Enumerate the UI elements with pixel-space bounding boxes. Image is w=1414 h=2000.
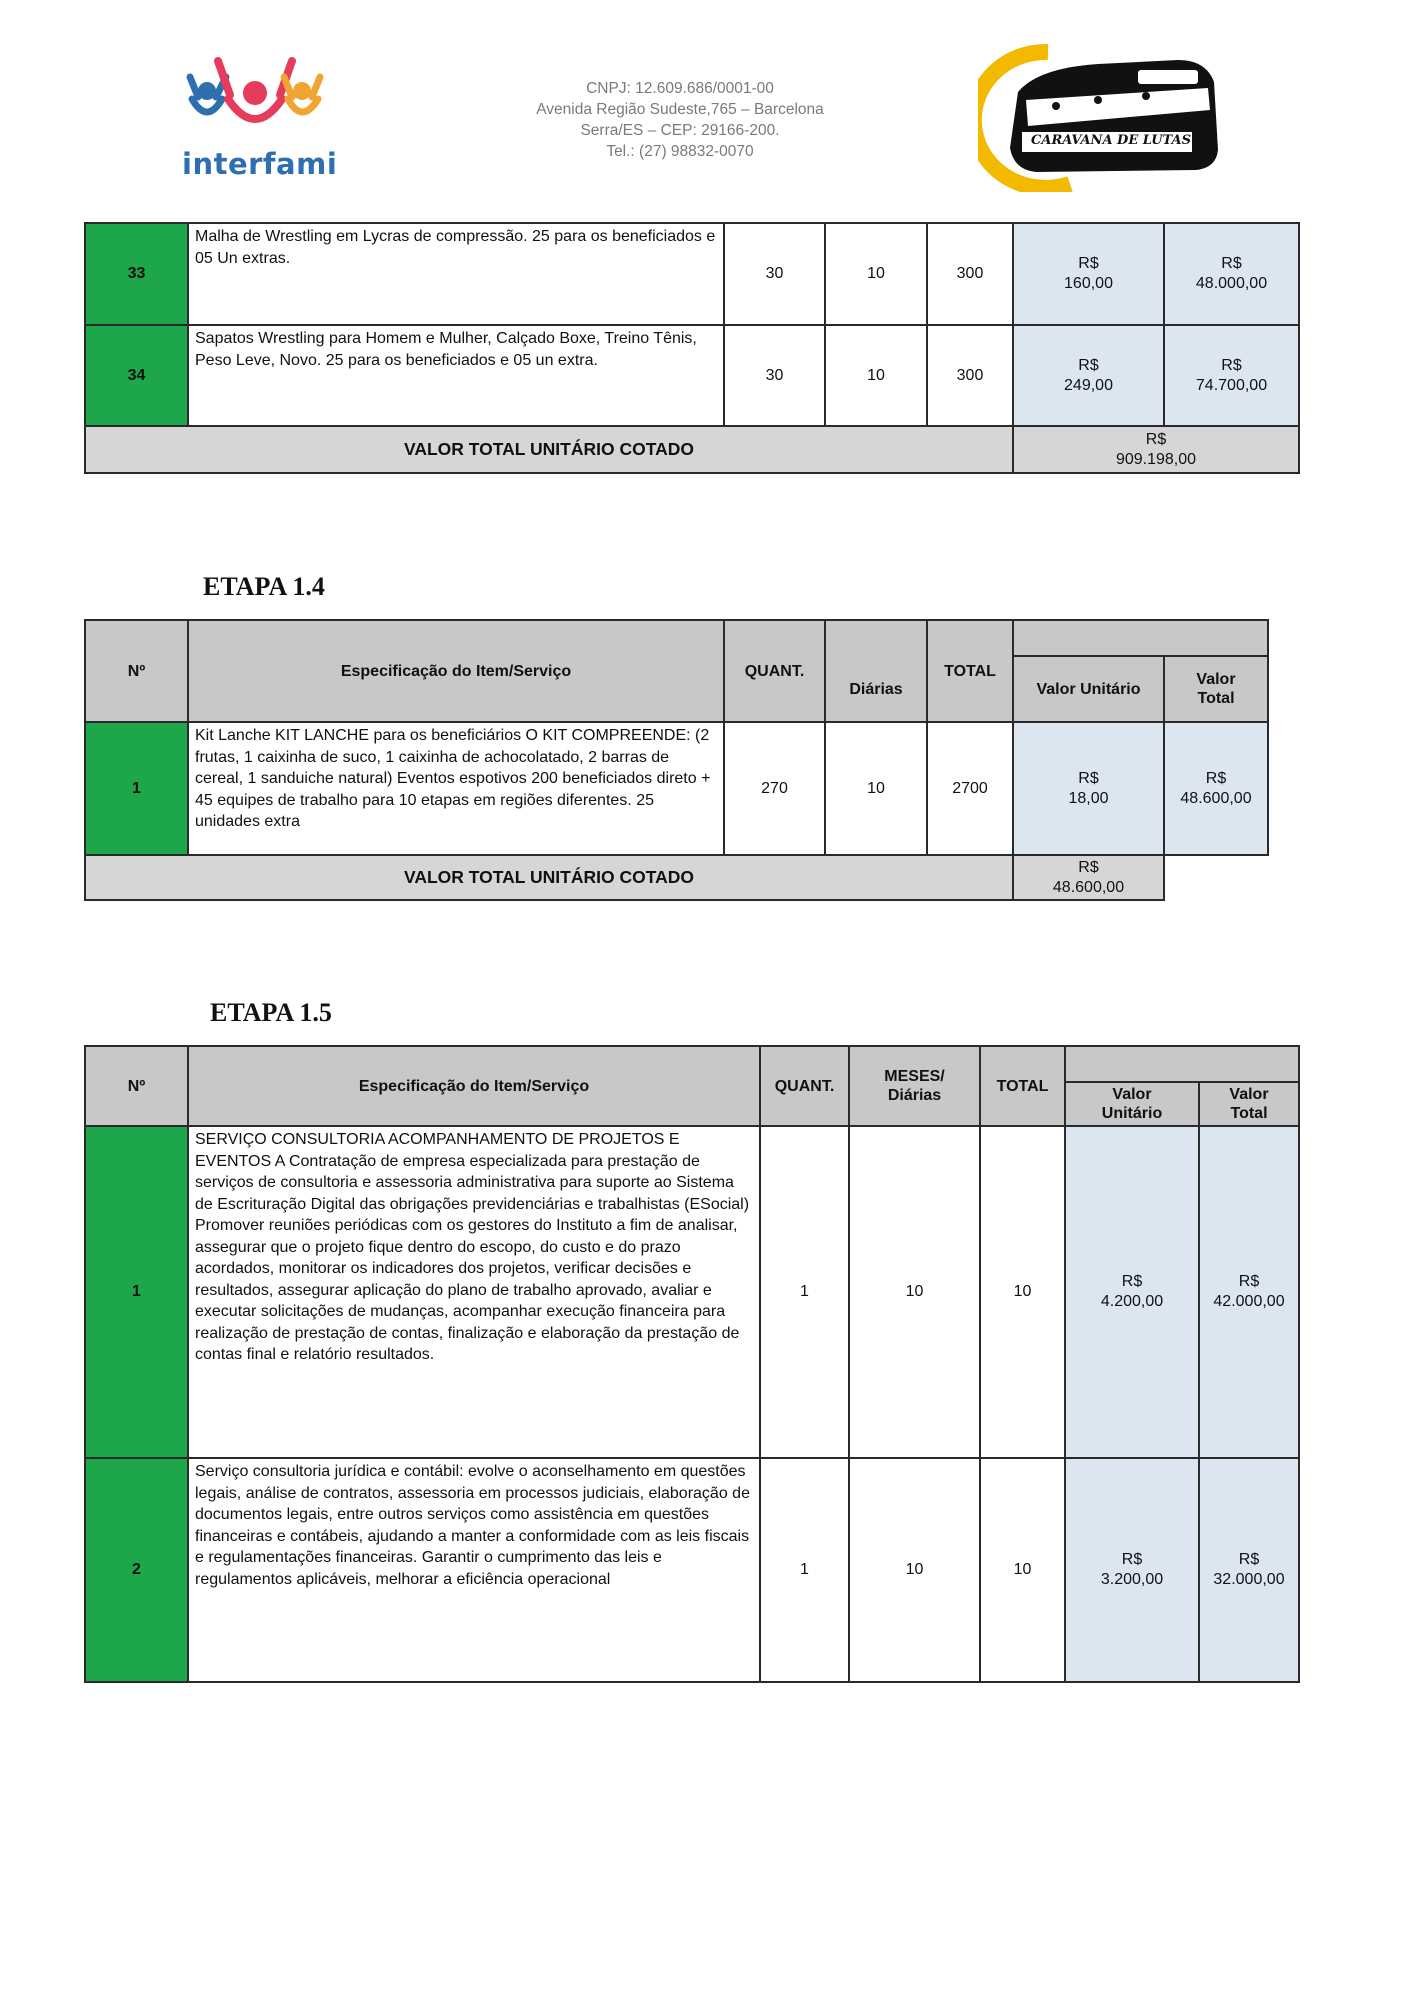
item-quant: 30	[724, 325, 825, 426]
currency-label: R$	[1221, 255, 1242, 272]
item-number: 34	[85, 325, 188, 426]
col-header-group-blank	[1065, 1046, 1299, 1082]
item-total: 10	[980, 1458, 1065, 1682]
currency-label: R$	[1078, 255, 1099, 272]
col-header-quant: QUANT.	[724, 620, 825, 722]
col-header-meses-diarias	[849, 1046, 980, 1126]
amount: 3.200,00	[1100, 1571, 1164, 1588]
item-total-value	[1199, 1458, 1299, 1682]
item-quant: 270	[724, 722, 825, 855]
amount: 4.200,00	[1100, 1293, 1164, 1310]
interfami-people-icon	[180, 55, 330, 147]
currency-label: R$	[1078, 858, 1099, 876]
item-total-value	[1164, 223, 1299, 325]
caravana-de-lutas-logo	[978, 42, 1224, 192]
amount: 18,00	[1068, 789, 1109, 807]
header-line: Total	[1197, 690, 1235, 707]
amount: 909.198,00	[1115, 450, 1197, 468]
grand-total-value	[1013, 855, 1164, 900]
col-header-total-value	[1199, 1082, 1299, 1126]
col-header-total-value	[1164, 656, 1268, 722]
amount: 160,00	[1064, 275, 1113, 292]
currency-label: R$	[1078, 356, 1099, 374]
amount: 32.000,00	[1213, 1571, 1285, 1588]
etapa-1-5-title: ETAPA 1.5	[210, 998, 332, 1027]
item-unit-value	[1013, 223, 1164, 325]
item-number: 33	[85, 223, 188, 325]
item-diarias: 10	[825, 722, 927, 855]
grand-total-value	[1013, 426, 1299, 473]
item-unit-value	[1065, 1458, 1199, 1682]
amount: 48.600,00	[1180, 789, 1252, 807]
item-unit-value	[1065, 1126, 1199, 1458]
item-number: 2	[85, 1458, 188, 1682]
item-diarias: 10	[825, 223, 927, 325]
currency-label: R$	[1221, 356, 1242, 374]
item-meses: 10	[849, 1126, 980, 1458]
currency-label: R$	[1238, 1551, 1260, 1568]
item-spec: Kit Lanche KIT LANCHE para os beneficiários O KIT COMPREENDE: (2 frutas, 1 caixinha de suco, 1 caixinha de achocolatado, 2 barras de cereal, 1 sanduiche natural) Eventos espotivos 200 beneficiados direto + 45 equipes de trabalho para 10 etapas em regiões diferentes. 25 unidades extra	[188, 722, 724, 855]
caravana-logo-text: CARAVANA DE LUTAS	[1031, 133, 1191, 148]
interfami-logo	[180, 55, 338, 185]
header-line: Valor	[1229, 1086, 1269, 1103]
col-header-spec: Especificação do Item/Serviço	[188, 1046, 760, 1126]
item-diarias: 10	[825, 325, 927, 426]
total-label: VALOR TOTAL UNITÁRIO COTADO	[85, 426, 1013, 473]
col-header-total: TOTAL	[980, 1046, 1065, 1126]
currency-label: R$	[1145, 430, 1167, 448]
item-meses: 10	[849, 1458, 980, 1682]
currency-label: R$	[1121, 1273, 1143, 1290]
currency-label: R$	[1205, 769, 1227, 787]
table-row	[85, 722, 1268, 855]
currency-label: R$	[1121, 1551, 1143, 1568]
amount: 48.600,00	[1052, 878, 1125, 896]
item-unit-value	[1013, 722, 1164, 855]
item-total-value	[1199, 1126, 1299, 1458]
item-spec: Sapatos Wrestling para Homem e Mulher, Calçado Boxe, Treino Tênis, Peso Leve, Novo. 25 para os beneficiados e 05 un extra.	[188, 325, 724, 426]
city-text: Serra/ES – CEP: 29166-200.	[580, 122, 780, 139]
etapa-1-4-title: ETAPA 1.4	[203, 572, 325, 601]
header-line: MESES/	[884, 1068, 945, 1085]
item-number: 1	[85, 722, 188, 855]
table-row	[85, 1126, 1299, 1458]
etapa-1-5-table	[84, 1045, 1300, 1683]
total-row	[85, 426, 1299, 473]
item-total: 2700	[927, 722, 1013, 855]
interfami-brand-text: interfami	[182, 147, 338, 181]
address-text: Avenida Região Sudeste,765 – Barcelona	[536, 101, 824, 118]
item-total: 10	[980, 1126, 1065, 1458]
currency-label: R$	[1078, 769, 1099, 787]
col-header-unit-value: Valor Unitário	[1013, 656, 1164, 722]
amount: 249,00	[1064, 376, 1113, 394]
header-line: Valor	[1112, 1086, 1152, 1103]
item-unit-value	[1013, 325, 1164, 426]
cnpj-text: CNPJ: 12.609.686/0001-00	[586, 80, 774, 97]
item-quant: 1	[760, 1458, 849, 1682]
item-total: 300	[927, 325, 1013, 426]
col-header-quant: QUANT.	[760, 1046, 849, 1126]
col-header-group-blank	[1013, 620, 1268, 656]
etapa-1-4-table	[84, 619, 1269, 901]
item-total-value	[1164, 325, 1299, 426]
col-header-total: TOTAL	[927, 620, 1013, 722]
header-line: Unitário	[1101, 1105, 1163, 1122]
amount: 42.000,00	[1213, 1293, 1285, 1310]
amount: 48.000,00	[1195, 275, 1268, 292]
amount: 74.700,00	[1195, 376, 1268, 394]
currency-label: R$	[1238, 1273, 1260, 1290]
col-header-spec: Especificação do Item/Serviço	[188, 620, 724, 722]
total-row	[85, 855, 1268, 900]
item-quant: 30	[724, 223, 825, 325]
table-row	[85, 1458, 1299, 1682]
item-total-value	[1164, 722, 1268, 855]
item-number: 1	[85, 1126, 188, 1458]
table-row	[85, 223, 1299, 325]
total-label: VALOR TOTAL UNITÁRIO COTADO	[85, 855, 1013, 900]
item-spec: Serviço consultoria jurídica e contábil: evolve o aconselhamento em questões legais, análise de contratos, assessoria em processos judiciais, elaboração de documentos legais, entre outros serviços como assistência em questões financeiras e contábeis, ajudando a manter a conformidade com as leis fiscais e regulamentações financeiras. Garantir o cumprimento das leis e regulamentos aplicáveis, melhorar a eficiência operacional	[188, 1458, 760, 1682]
header-contact-info	[470, 78, 890, 162]
item-quant: 1	[760, 1126, 849, 1458]
table-row	[85, 325, 1299, 426]
header-line: Total	[1230, 1105, 1268, 1122]
col-header-number: Nº	[85, 620, 188, 722]
header-row	[85, 1046, 1299, 1082]
item-total: 300	[927, 223, 1013, 325]
item-spec: Malha de Wrestling em Lycras de compressão. 25 para os beneficiados e 05 Un extras.	[188, 223, 724, 325]
empty-cell	[1164, 855, 1268, 900]
col-header-number: Nº	[85, 1046, 188, 1126]
item-spec: SERVIÇO CONSULTORIA ACOMPANHAMENTO DE PROJETOS E EVENTOS A Contratação de empresa especializada para prestação de serviços de consultoria e assessoria administrativa para suporte ao Sistema de Escrituração Digital das obrigações previdenciárias e trabalhistas (ESocial) Promover reuniões periódicas com os gestores do Instituto a fim de analisar, assegurar que o projeto fique dentro do escopo, do custo e do prazo acordados, monitorar os indicadores dos projetos, verificar decisões e resultados, assegurar aplicação do plano de trabalho aprovado, avaliar e executar solicitações de mudanças, acompanhar execução financeira para realização de prestação de contas, finalização e elaboração da prestação de contas final e relatório resultados.	[188, 1126, 760, 1458]
bus-logo-icon	[978, 42, 1224, 192]
col-header-diarias: Diárias	[825, 620, 927, 722]
phone-text: Tel.: (27) 98832-0070	[606, 143, 754, 160]
header-row	[85, 620, 1268, 656]
col-header-unit-value	[1065, 1082, 1199, 1126]
items-table-continuation	[84, 222, 1300, 474]
header-line: Diárias	[887, 1087, 942, 1104]
header-line: Valor	[1196, 671, 1236, 688]
